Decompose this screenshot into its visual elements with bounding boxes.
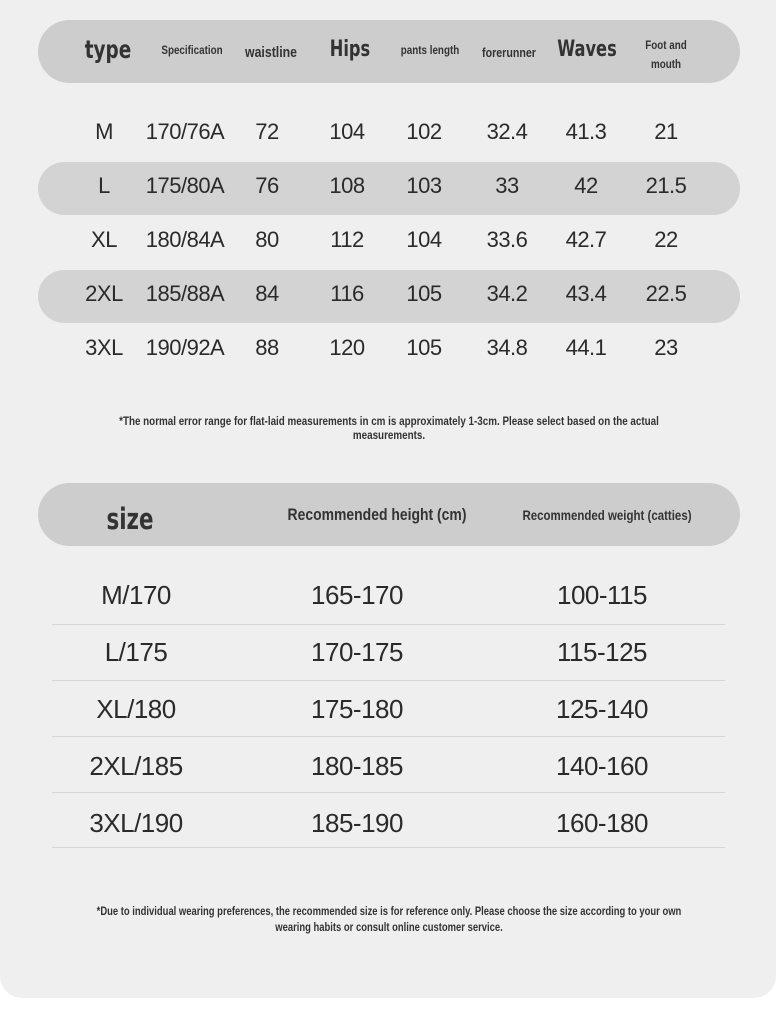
measurement-cell: 120 <box>329 335 365 360</box>
header-type: type <box>84 35 132 64</box>
row-divider <box>52 680 725 681</box>
measurement-cell: 32.4 <box>486 119 528 144</box>
size-label-cell: 3XL/190 <box>89 808 183 838</box>
header-hips: Hips <box>329 37 371 62</box>
weight-range-cell: 140-160 <box>556 751 648 781</box>
measurement-cell: 44.1 <box>565 335 607 360</box>
row-divider <box>52 847 725 848</box>
header-specification: Specification <box>161 43 223 57</box>
header-waves: Waves <box>557 37 617 62</box>
measurement-cell: 170/76A <box>145 119 225 144</box>
size-label-cell: XL <box>91 227 117 252</box>
size-label-cell: 3XL <box>85 335 123 360</box>
size-label-cell: XL/180 <box>96 694 176 724</box>
measurement-cell: 84 <box>255 281 279 306</box>
measurement-cell: 116 <box>330 281 364 306</box>
weight-range-cell: 125-140 <box>556 694 648 724</box>
size-label-cell: L <box>98 173 110 198</box>
weight-range-cell: 115-125 <box>557 637 647 667</box>
size-reference-note: *Due to individual wearing preferences, the recommended size is for reference only. Please choose the size according to your own wearing habits or consult online customer service. <box>96 906 682 934</box>
measurement-cell: 190/92A <box>145 335 225 360</box>
measurement-cell: 34.2 <box>486 281 528 306</box>
measurement-cell: 41.3 <box>565 119 607 144</box>
height-range-cell: 170-175 <box>311 637 403 667</box>
height-range-cell: 165-170 <box>311 580 403 610</box>
measurement-cell: 112 <box>330 227 364 252</box>
row-band-l <box>38 162 740 215</box>
measurement-cell: 104 <box>329 119 365 144</box>
height-range-cell: 180-185 <box>311 751 403 781</box>
measurement-cell: 33 <box>495 173 519 198</box>
size-label-cell: M/170 <box>101 580 171 610</box>
header-recommended-weight: Recommended weight (catties) <box>522 507 692 523</box>
height-range-cell: 185-190 <box>311 808 403 838</box>
measurement-cell: 21.5 <box>645 173 687 198</box>
measurement-cell: 180/84A <box>145 227 225 252</box>
measurement-cell: 23 <box>654 335 678 360</box>
measurement-cell: 22.5 <box>645 281 687 306</box>
row-divider <box>52 736 725 737</box>
measurement-cell: 102 <box>406 119 442 144</box>
measurement-cell: 34.8 <box>486 335 528 360</box>
measurement-cell: 80 <box>255 227 279 252</box>
measurement-cell: 185/88A <box>145 281 225 306</box>
header-recommended-height: Recommended height (cm) <box>287 505 467 524</box>
header-pants-length: pants length <box>400 43 460 57</box>
weight-range-cell: 100-115 <box>557 580 647 610</box>
size-label-cell: 2XL <box>85 281 123 306</box>
measurement-cell: 42.7 <box>565 227 607 252</box>
measurement-error-note: *The normal error range for flat-laid measurements in cm is approximately 1-3cm. Please select based on the actual measurements. <box>119 414 659 442</box>
measurement-cell: 21 <box>654 119 678 144</box>
height-range-cell: 175-180 <box>311 694 403 724</box>
measurement-cell: 104 <box>406 227 442 252</box>
size-label-cell: M <box>95 119 113 144</box>
measurement-cell: 105 <box>406 335 442 360</box>
row-divider <box>52 792 725 793</box>
measurement-cell: 72 <box>255 119 279 144</box>
header-size: size <box>106 502 154 536</box>
header-waistline: waistline <box>245 44 297 61</box>
measurement-cell: 33.6 <box>486 227 528 252</box>
measurement-cell: 22 <box>654 227 678 252</box>
header-foot-and-mouth: Foot and mouth <box>645 38 687 71</box>
measurement-cell: 108 <box>329 173 365 198</box>
size-label-cell: L/175 <box>104 637 168 667</box>
measurement-cell: 42 <box>574 173 598 198</box>
weight-range-cell: 160-180 <box>556 808 648 838</box>
size-label-cell: 2XL/185 <box>89 751 183 781</box>
measurement-cell: 88 <box>255 335 279 360</box>
header-forerunner: forerunner <box>482 45 536 60</box>
measurement-cell: 103 <box>406 173 442 198</box>
measurement-cell: 175/80A <box>145 173 225 198</box>
row-divider <box>52 624 725 625</box>
measurements-header-bar <box>38 20 740 83</box>
measurement-cell: 76 <box>255 173 279 198</box>
row-band-2xl <box>38 270 740 323</box>
measurement-cell: 43.4 <box>565 281 607 306</box>
measurement-cell: 105 <box>406 281 442 306</box>
